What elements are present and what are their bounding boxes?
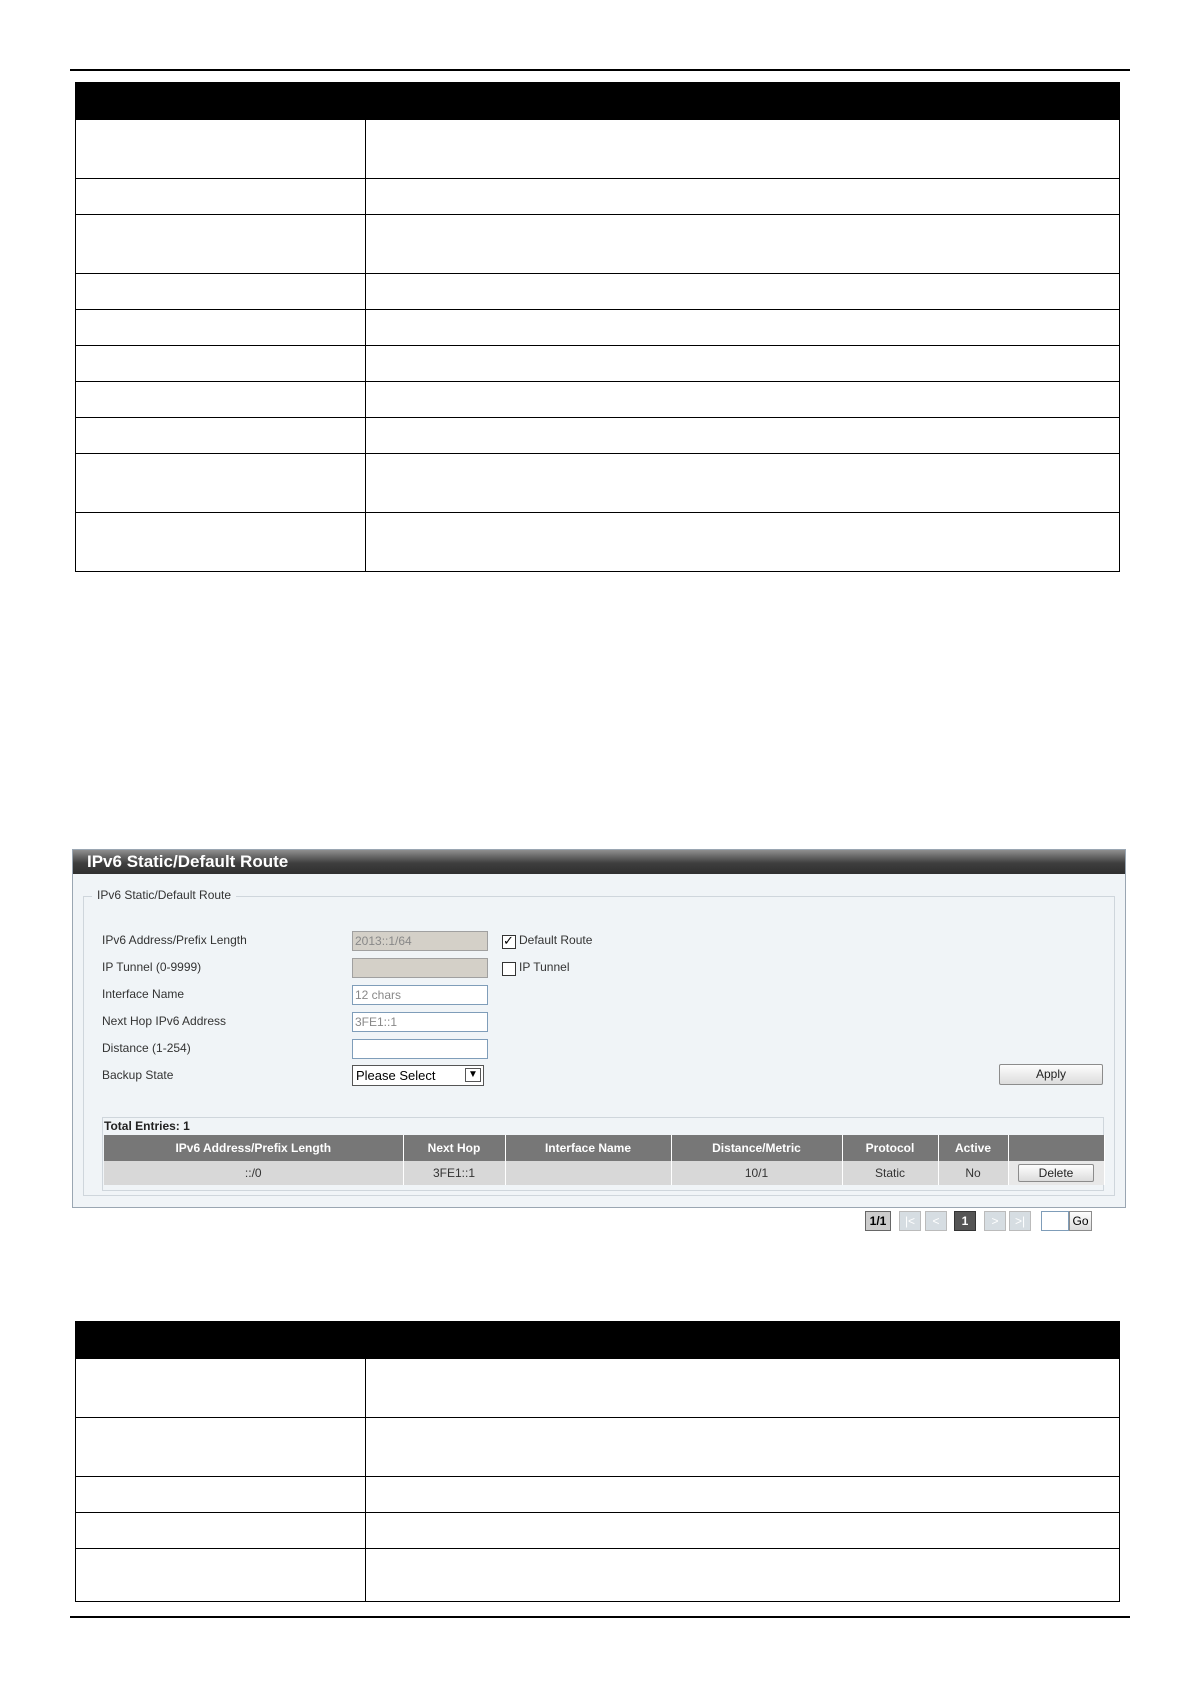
table-cell	[366, 310, 1120, 346]
header-interface: Interface Name	[505, 1135, 671, 1161]
parameter-table-top	[75, 82, 1120, 572]
table-cell	[366, 1549, 1120, 1602]
nexthop-label: Next Hop IPv6 Address	[102, 1014, 227, 1028]
cell-protocol: Static	[842, 1161, 938, 1185]
table-cell	[366, 1477, 1120, 1513]
table-cell	[366, 1359, 1120, 1418]
prefix-input[interactable]: 2013::1/64	[352, 931, 488, 951]
table-header-cell	[366, 1322, 1120, 1359]
table-cell	[76, 454, 366, 513]
interface-input[interactable]: 12 chars	[352, 985, 488, 1005]
table-cell	[76, 513, 366, 572]
prefix-label: IPv6 Address/Prefix Length	[102, 933, 247, 947]
header-action	[1008, 1135, 1104, 1161]
parameter-table-bottom	[75, 1321, 1120, 1602]
backup-select-value: Please Select	[356, 1068, 436, 1083]
next-page-button[interactable]: >	[984, 1211, 1006, 1231]
table-cell	[76, 179, 366, 215]
page-count: 1/1	[865, 1211, 891, 1231]
total-entries: Total Entries: 1	[104, 1119, 190, 1133]
cell-action	[1008, 1161, 1104, 1185]
backup-label: Backup State	[102, 1068, 174, 1082]
table-cell	[76, 346, 366, 382]
fieldset-legend: IPv6 Static/Default Route	[92, 888, 236, 902]
table-cell	[366, 382, 1120, 418]
header-active: Active	[938, 1135, 1008, 1161]
interface-label: Interface Name	[102, 987, 185, 1001]
table-header-cell	[76, 83, 366, 120]
header-protocol: Protocol	[842, 1135, 938, 1161]
header-prefix: IPv6 Address/Prefix Length	[104, 1135, 403, 1161]
chevron-down-icon: ▼	[465, 1068, 481, 1082]
header-distance: Distance/Metric	[671, 1135, 842, 1161]
first-page-button[interactable]: |<	[899, 1211, 921, 1231]
panel-title: IPv6 Static/Default Route	[73, 850, 1125, 874]
delete-button[interactable]: Delete	[1018, 1164, 1094, 1182]
table-cell	[366, 346, 1120, 382]
current-page[interactable]: 1	[954, 1211, 976, 1231]
ipv6-static-route-panel	[72, 849, 1126, 1228]
ip-tunnel-checkbox[interactable]	[502, 962, 516, 976]
default-route-checkbox[interactable]	[502, 935, 516, 949]
tunnel-input[interactable]	[352, 958, 488, 978]
cell-interface	[505, 1161, 671, 1185]
route-fieldset	[83, 888, 1115, 1228]
distance-input[interactable]	[352, 1039, 488, 1059]
header-next-hop: Next Hop	[403, 1135, 505, 1161]
table-cell	[366, 513, 1120, 572]
table-cell	[76, 1477, 366, 1513]
table-cell	[366, 454, 1120, 513]
table-cell	[366, 1418, 1120, 1477]
last-page-button[interactable]: >|	[1009, 1211, 1031, 1231]
table-cell	[366, 215, 1120, 274]
table-cell	[76, 1513, 366, 1549]
nexthop-input[interactable]: 3FE1::1	[352, 1012, 488, 1032]
table-row	[104, 1161, 1104, 1185]
table-cell	[366, 274, 1120, 310]
table-cell	[76, 382, 366, 418]
cell-active: No	[938, 1161, 1008, 1185]
cell-next-hop: 3FE1::1	[403, 1161, 505, 1185]
table-cell	[366, 179, 1120, 215]
table-cell	[76, 1418, 366, 1477]
backup-select[interactable]	[352, 1065, 484, 1086]
page-jump-input[interactable]	[1041, 1211, 1069, 1231]
route-table-header	[104, 1135, 1104, 1161]
table-cell	[366, 418, 1120, 454]
distance-label: Distance (1-254)	[102, 1041, 191, 1055]
go-button[interactable]: Go	[1069, 1211, 1092, 1231]
ip-tunnel-label: IP Tunnel	[519, 960, 570, 974]
bottom-rule	[70, 1616, 1130, 1618]
table-cell	[76, 1359, 366, 1418]
table-cell	[76, 310, 366, 346]
route-table	[104, 1135, 1105, 1185]
cell-distance: 10/1	[671, 1161, 842, 1185]
table-cell	[76, 418, 366, 454]
top-rule	[70, 69, 1130, 71]
table-header-cell	[76, 1322, 366, 1359]
table-cell	[366, 120, 1120, 179]
prev-page-button[interactable]: <	[925, 1211, 947, 1231]
table-cell	[76, 274, 366, 310]
default-route-label: Default Route	[519, 933, 593, 947]
table-cell	[76, 215, 366, 274]
cell-prefix: ::/0	[104, 1161, 403, 1185]
table-cell	[76, 1549, 366, 1602]
table-cell	[76, 120, 366, 179]
table-cell	[366, 1513, 1120, 1549]
apply-button[interactable]: Apply	[999, 1064, 1103, 1085]
table-header-cell	[366, 83, 1120, 120]
tunnel-label: IP Tunnel (0-9999)	[102, 960, 202, 974]
